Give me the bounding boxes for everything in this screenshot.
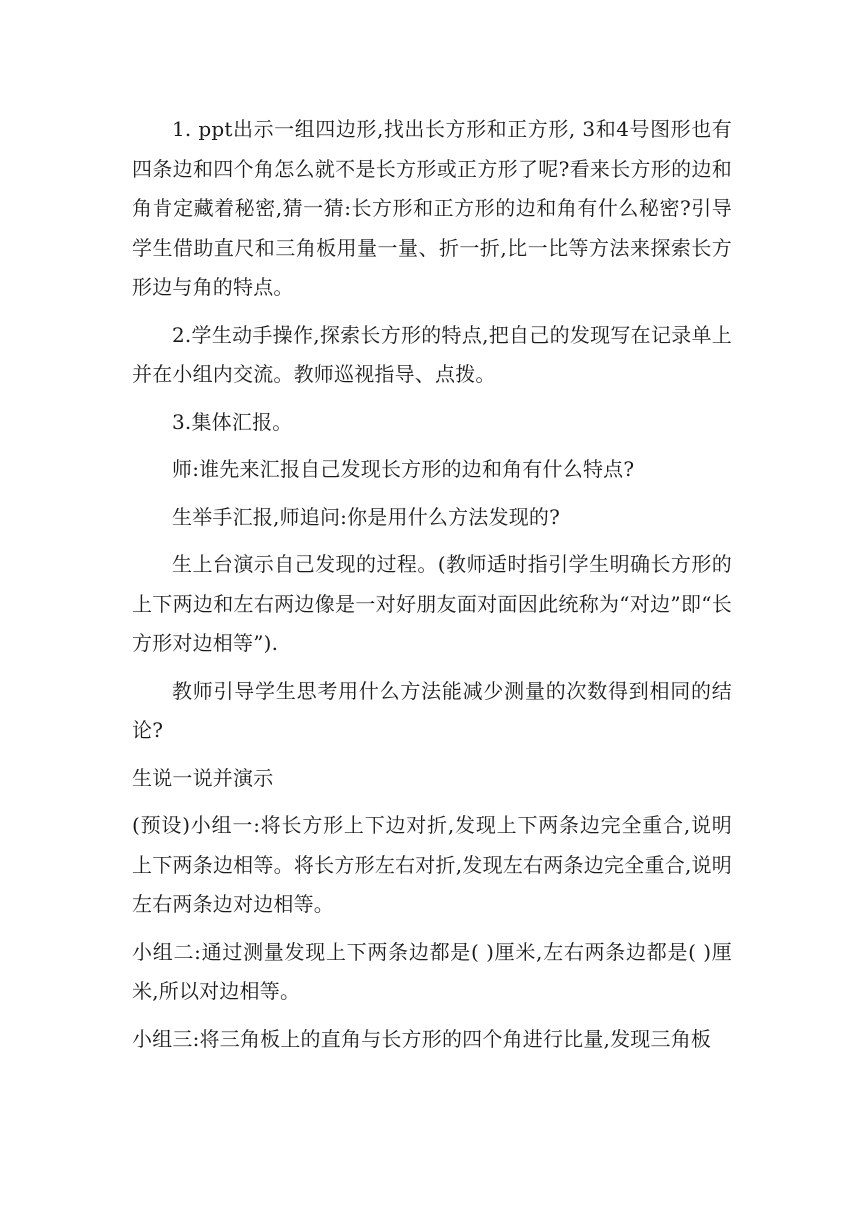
paragraph-4: 师:谁先来汇报自己发现长方形的边和角有什么特点? — [172, 457, 635, 481]
paragraph-8: 生说一说并演示 — [132, 765, 274, 790]
paragraph-2: 2.学生动手操作,探索长方形的特点,把自己的发现写在记录单上并在小组内交流。教师巡视指导、点拨。 — [132, 322, 732, 386]
paragraph-7: 教师引导学生思考用什么方法能减少测量的次数得到相同的结论? — [132, 678, 732, 742]
paragraph-10: 小组二:通过测量发现上下两条边都是( )厘米,左右两条边都是( )厘米,所以对边相等。 — [132, 939, 732, 1003]
paragraph-1: 1. ppt出示一组四边形,找出长方形和正方形, 3和4号图形也有四条边和四个角怎么就不是长方形或正方形了呢?看来长方形的边和角肯定藏着秘密,猜一猜:长方形和正方形的边和角有什么秘密?引导学生借助直尺和三角板用量一量、折一折,比一比等方法来探索长方形边与角的特点。 — [132, 117, 732, 299]
document-page — [132, 110, 732, 1059]
paragraph-11: 小组三:将三角板上的直角与长方形的四个角进行比量,发现三角板 — [132, 1026, 712, 1051]
paragraph-3: 3.集体汇报。 — [172, 409, 293, 434]
paragraph-5: 生举手汇报,师追问:你是用什么方法发现的? — [172, 504, 561, 529]
paragraph-6: 生上台演示自己发现的过程。(教师适时指引学生明确长方形的上下两边和左右两边像是一对好朋友面对面因此统称为“对边”即“长方形对边相等”). — [132, 552, 732, 655]
paragraph-9: (预设)小组一:将长方形上下边对折,发现上下两条边完全重合,说明上下两条边相等。将长方形左右对折,发现左右两条边完全重合,说明左右两条边对边相等。 — [132, 813, 732, 916]
